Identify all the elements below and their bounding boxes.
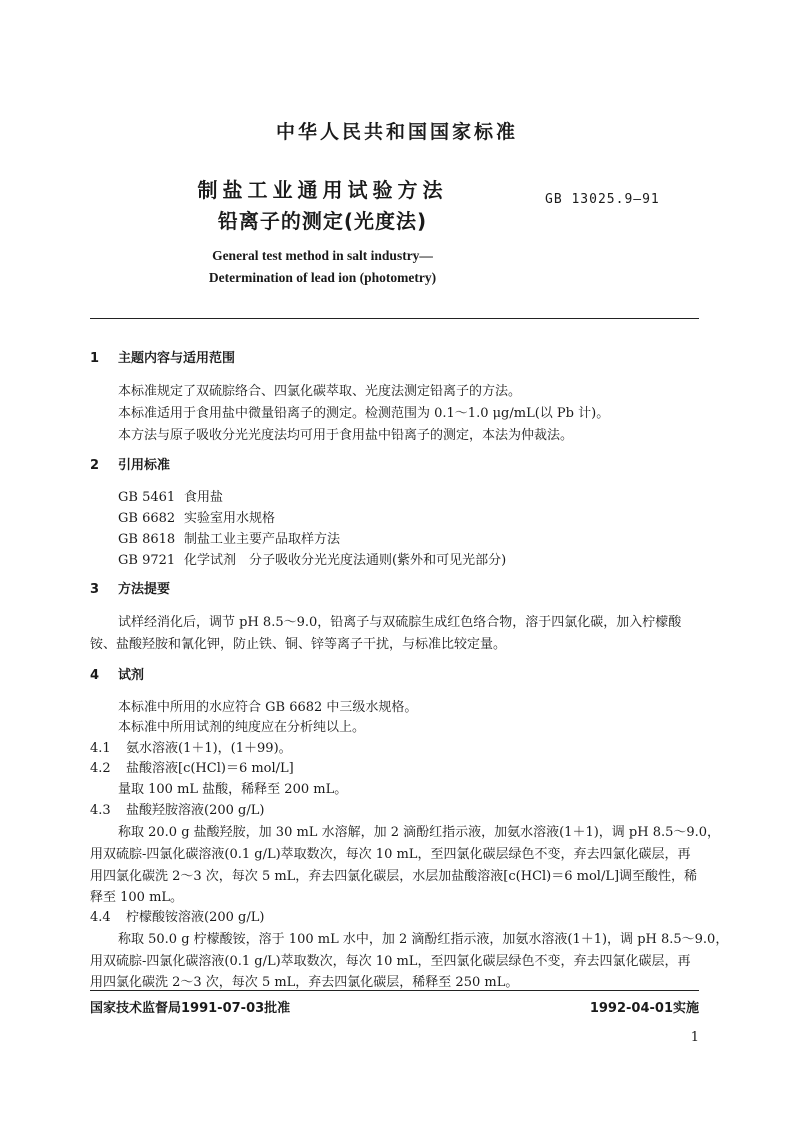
reference-item bbox=[118, 549, 506, 568]
paragraph: 试样经消化后，调节 pH 8.5～9.0，铅离子与双硫腙生成红色络合物，溶于四氯化碳，加入柠檬酸 bbox=[118, 615, 682, 630]
standard-code: GB 13025.9—91 bbox=[545, 192, 660, 207]
subsection-number: 4.4 bbox=[90, 910, 111, 925]
paragraph: 释至 100 mL。 bbox=[90, 890, 184, 905]
reference-code: GB 9721 bbox=[118, 553, 176, 568]
paragraph: 用四氯化碳洗 2～3 次，每次 5 mL，弃去四氯化碳层，水层加盐酸溶液[c(HCl)＝6 mol/L]调至酸性，稀 bbox=[90, 869, 698, 884]
reference-name: 实验室用水规格 bbox=[184, 511, 276, 526]
section-4-heading bbox=[90, 664, 144, 683]
subsection-title: 盐酸溶液[c(HCl)＝6 mol/L] bbox=[126, 761, 294, 776]
section-3-heading bbox=[90, 578, 170, 597]
subsection-title: 柠檬酸铵溶液(200 g/L) bbox=[126, 910, 265, 925]
page-number: 1 bbox=[690, 1030, 699, 1045]
section-number: 2 bbox=[90, 458, 100, 473]
subsection-number: 4.1 bbox=[90, 741, 111, 756]
reference-code: GB 5461 bbox=[118, 490, 176, 505]
english-title-line2: Determination of lead ion (photometry) bbox=[208, 270, 437, 285]
paragraph: 本标准适用于食用盐中微量铅离子的测定。检测范围为 0.1～1.0 μg/mL(以 Pb 计)。 bbox=[118, 406, 610, 421]
paragraph: 用四氯化碳洗 2～3 次，每次 5 mL，弃去四氯化碳层，稀释至 250 mL。 bbox=[90, 975, 519, 990]
paragraph: 本标准规定了双硫腙络合、四氯化碳萃取、光度法测定铅离子的方法。 bbox=[118, 384, 522, 399]
reference-name: 化学试剂 分子吸收分光光度法通则(紫外和可见光部分) bbox=[184, 553, 507, 568]
section-number: 3 bbox=[90, 582, 100, 597]
paragraph: 用双硫腙-四氯化碳溶液(0.1 g/L)萃取数次，每次 10 mL，至四氯化碳层绿色不变，弃去四氯化碳层，再 bbox=[90, 847, 691, 862]
reference-name: 制盐工业主要产品取样方法 bbox=[184, 532, 341, 547]
subsection-4-3 bbox=[90, 799, 264, 818]
paragraph: 称取 50.0 g 柠檬酸铵，溶于 100 mL 水中，加 2 滴酚红指示液，加氨水溶液(1＋1)，调 pH 8.5～9.0， bbox=[118, 932, 729, 947]
paragraph: 铵、盐酸羟胺和氰化钾，防止铁、铜、锌等离子干扰，与标准比较定量。 bbox=[90, 637, 507, 652]
section-title: 引用标准 bbox=[118, 458, 171, 473]
english-title-line1: General test method in salt industry— bbox=[212, 248, 433, 263]
reference-code: GB 6682 bbox=[118, 511, 176, 526]
subsection-4-1 bbox=[90, 737, 292, 756]
implementation-date: 1992-04-01实施 bbox=[589, 1001, 699, 1016]
footer-divider bbox=[90, 990, 699, 991]
document-title: 制盐工业通用试验方法 bbox=[197, 178, 448, 202]
paragraph: 用双硫腙-四氯化碳溶液(0.1 g/L)萃取数次，每次 10 mL，至四氯化碳层绿色不变，弃去四氯化碳层，再 bbox=[90, 954, 691, 969]
section-number: 4 bbox=[90, 668, 100, 683]
section-title: 试剂 bbox=[118, 668, 145, 683]
paragraph: 本标准中所用的水应符合 GB 6682 中三级水规格。 bbox=[118, 700, 418, 715]
section-title: 主题内容与适用范围 bbox=[118, 351, 236, 366]
section-2-heading bbox=[90, 454, 170, 473]
section-title: 方法提要 bbox=[118, 582, 171, 597]
reference-item bbox=[118, 507, 275, 526]
reference-item bbox=[118, 528, 340, 547]
document-subtitle: 铅离子的测定(光度法) bbox=[217, 209, 428, 233]
subsection-number: 4.2 bbox=[90, 761, 111, 776]
subsection-title: 氨水溶液(1＋1)，(1＋99)。 bbox=[126, 741, 292, 756]
reference-name: 食用盐 bbox=[184, 490, 224, 505]
subsection-title: 盐酸羟胺溶液(200 g/L) bbox=[126, 803, 265, 818]
subsection-4-2 bbox=[90, 757, 294, 776]
paragraph: 本方法与原子吸收分光光度法均可用于食用盐中铅离子的测定，本法为仲裁法。 bbox=[118, 428, 574, 443]
section-number: 1 bbox=[90, 351, 100, 366]
section-1-heading bbox=[90, 347, 235, 366]
paragraph: 本标准中所用试剂的纯度应在分析纯以上。 bbox=[118, 720, 366, 735]
header-divider bbox=[90, 318, 699, 319]
national-standard-heading: 中华人民共和国国家标准 bbox=[275, 121, 518, 143]
subsection-number: 4.3 bbox=[90, 803, 111, 818]
approval-date: 国家技术监督局1991-07-03批准 bbox=[90, 1001, 291, 1016]
reference-code: GB 8618 bbox=[118, 532, 176, 547]
paragraph: 称取 20.0 g 盐酸羟胺，加 30 mL 水溶解，加 2 滴酚红指示液，加氨水溶液(1＋1)，调 pH 8.5～9.0， bbox=[118, 825, 721, 840]
reference-item bbox=[118, 486, 223, 505]
paragraph: 量取 100 mL 盐酸，稀释至 200 mL。 bbox=[118, 782, 348, 797]
subsection-4-4 bbox=[90, 906, 264, 925]
